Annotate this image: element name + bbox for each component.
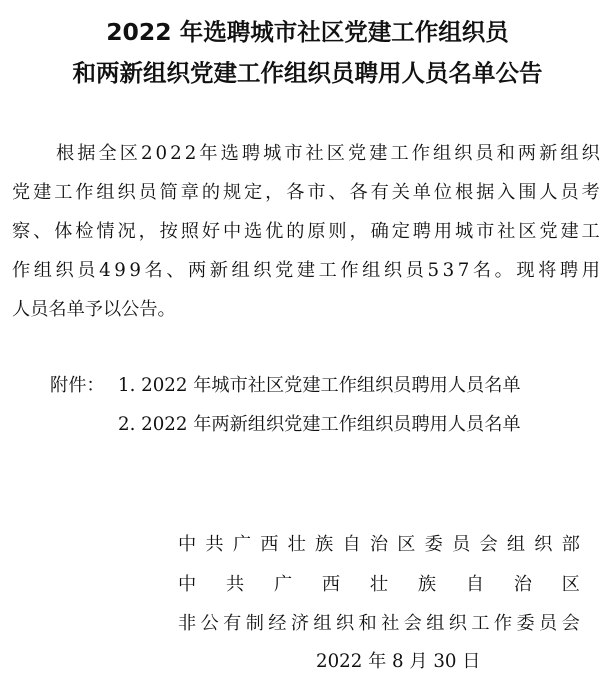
body-paragraph-line-1: 根 据 全 区 2 0 2 2 年 选 聘 城 市 社 区 党 建 工 作 组 织 员 和 两 新 组 织 [56,143,600,164]
body-paragraph-line-5: 人员名单予以公告。 [12,299,176,320]
body-paragraph-line-2: 党 建 工 作 组 织 员 简 章 的 规 定 ， 各 市 、 各 有 关 单 位 根 据 入 围 人 员 考 [12,182,600,203]
attachment-item-1: 1. 2022 年城市社区党建工作组织员聘用人员名单 [118,375,521,396]
document-title-line-2: 和两新组织党建工作组织员聘用人员名单公告 [72,59,543,87]
signature-date: 2022 年 8 月 30 日 [316,651,481,672]
attachment-item-2: 2. 2022 年两新组织党建工作组织员聘用人员名单 [118,414,521,435]
body-paragraph-line-3: 察 、 体 检 情 况 ， 按 照 好 中 选 优 的 原 则 ， 确 定 聘 用 城 市 社 区 党 建 工 [12,221,600,242]
attachments-label: 附件： [50,375,105,396]
signature-org-1: 中 共 广 西 壮 族 自 治 区 委 员 会 组 织 部 [178,534,580,555]
document-title-line-1: 2022 年选聘城市社区党建工作组织员 [106,18,509,46]
signature-org-2: 中 共 广 西 壮 族 自 治 区 [178,574,580,595]
body-paragraph-line-4: 作 组 织 员 4 9 9 名 、 两 新 组 织 党 建 工 作 组 织 员 5 3 7 名 。 现 将 聘 用 [12,260,600,281]
signature-org-3: 非 公 有 制 经 济 组 织 和 社 会 组 织 工 作 委 员 会 [178,613,580,634]
